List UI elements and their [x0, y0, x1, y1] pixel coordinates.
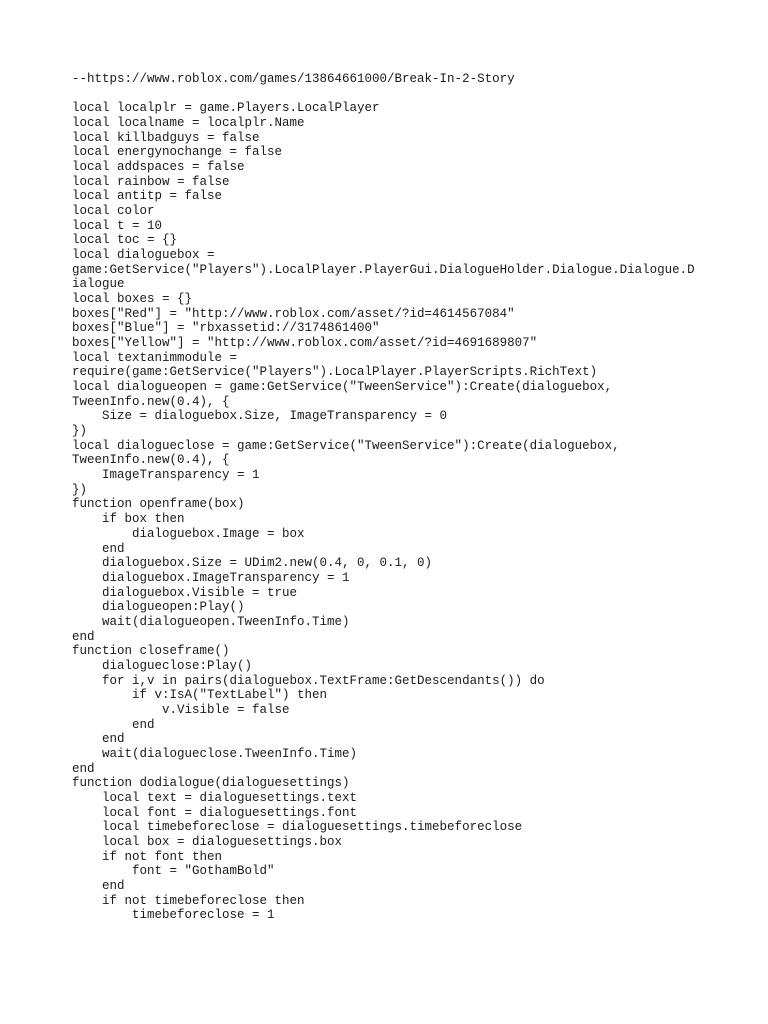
- code-line: --https://www.roblox.com/games/13864661000/Break-In-2-Story: [72, 72, 515, 86]
- code-line: dialogueopen:Play(): [72, 600, 245, 615]
- code-line: Size = dialoguebox.Size, ImageTransparency = 0: [72, 409, 448, 424]
- code-line: function openframe(box): [72, 497, 245, 512]
- code-line: }): [72, 482, 88, 497]
- code-line: ialogue: [72, 277, 125, 292]
- code-line: TweenInfo.new(0.4), {: [72, 394, 230, 409]
- code-line: local dialogueopen = game:GetService("TweenService"):Create(dialoguebox,: [72, 380, 613, 395]
- code-line: boxes["Yellow"] = "http://www.roblox.com/asset/?id=4691689807": [72, 336, 538, 351]
- code-line: require(game:GetService("Players").LocalPlayer.PlayerScripts.RichText): [72, 365, 598, 380]
- code-line: local text = dialoguesettings.text: [72, 790, 358, 805]
- code-line: local localname = localplr.Name: [72, 116, 305, 131]
- code-line: end: [72, 541, 125, 556]
- code-line: end: [72, 717, 155, 732]
- code-line: boxes["Blue"] = "rbxassetid://3174861400": [72, 321, 380, 336]
- code-line: }): [72, 424, 88, 439]
- code-line: dialoguebox.Image = box: [72, 526, 305, 541]
- code-line: local t = 10: [72, 218, 163, 233]
- code-line: wait(dialogueclose.TweenInfo.Time): [72, 746, 358, 761]
- code-line: function dodialogue(dialoguesettings): [72, 776, 350, 791]
- code-line: dialoguebox.ImageTransparency = 1: [72, 570, 350, 585]
- code-line: TweenInfo.new(0.4), {: [72, 453, 230, 468]
- code-line: local rainbow = false: [72, 174, 230, 189]
- code-line: dialoguebox.Visible = true: [72, 585, 298, 600]
- code-line: local timebeforeclose = dialoguesettings.timebeforeclose: [72, 820, 523, 835]
- code-line: end: [72, 761, 95, 776]
- code-listing: [72, 72, 712, 923]
- code-line: if box then: [72, 512, 185, 527]
- code-line: ImageTransparency = 1: [72, 468, 260, 483]
- code-line: local dialogueclose = game:GetService("TweenService"):Create(dialoguebox,: [72, 438, 620, 453]
- code-line: local killbadguys = false: [72, 130, 260, 145]
- code-line: local dialoguebox =: [72, 248, 215, 263]
- code-line: v.Visible = false: [72, 702, 290, 717]
- code-line: end: [72, 629, 95, 644]
- code-line: dialoguebox.Size = UDim2.new(0.4, 0, 0.1, 0): [72, 556, 433, 571]
- code-line: local antitp = false: [72, 189, 223, 204]
- code-line: local textanimmodule =: [72, 350, 238, 365]
- code-line: if not timebeforeclose then: [72, 893, 305, 908]
- code-line: for i,v in pairs(dialoguebox.TextFrame:GetDescendants()) do: [72, 673, 545, 688]
- code-line: boxes["Red"] = "http://www.roblox.com/asset/?id=4614567084": [72, 306, 515, 321]
- code-line: timebeforeclose = 1: [72, 908, 275, 923]
- code-line: local font = dialoguesettings.font: [72, 805, 358, 820]
- code-line: local localplr = game.Players.LocalPlayer: [72, 101, 380, 116]
- code-line: local color: [72, 204, 155, 219]
- code-line: if not font then: [72, 849, 223, 864]
- code-line: [72, 87, 712, 102]
- code-line: end: [72, 732, 125, 747]
- code-line: local boxes = {}: [72, 292, 193, 307]
- code-line: local toc = {}: [72, 233, 178, 248]
- code-line: local addspaces = false: [72, 160, 245, 175]
- code-line: font = "GothamBold": [72, 864, 275, 879]
- code-line: local box = dialoguesettings.box: [72, 834, 343, 849]
- code-line: game:GetService("Players").LocalPlayer.PlayerGui.DialogueHolder.Dialogue.Dialogue.D: [72, 262, 695, 277]
- code-line: if v:IsA("TextLabel") then: [72, 688, 328, 703]
- code-line: local energynochange = false: [72, 145, 283, 160]
- code-line: end: [72, 878, 125, 893]
- code-line: wait(dialogueopen.TweenInfo.Time): [72, 614, 350, 629]
- code-line: function closeframe(): [72, 644, 230, 659]
- code-line: dialogueclose:Play(): [72, 658, 253, 673]
